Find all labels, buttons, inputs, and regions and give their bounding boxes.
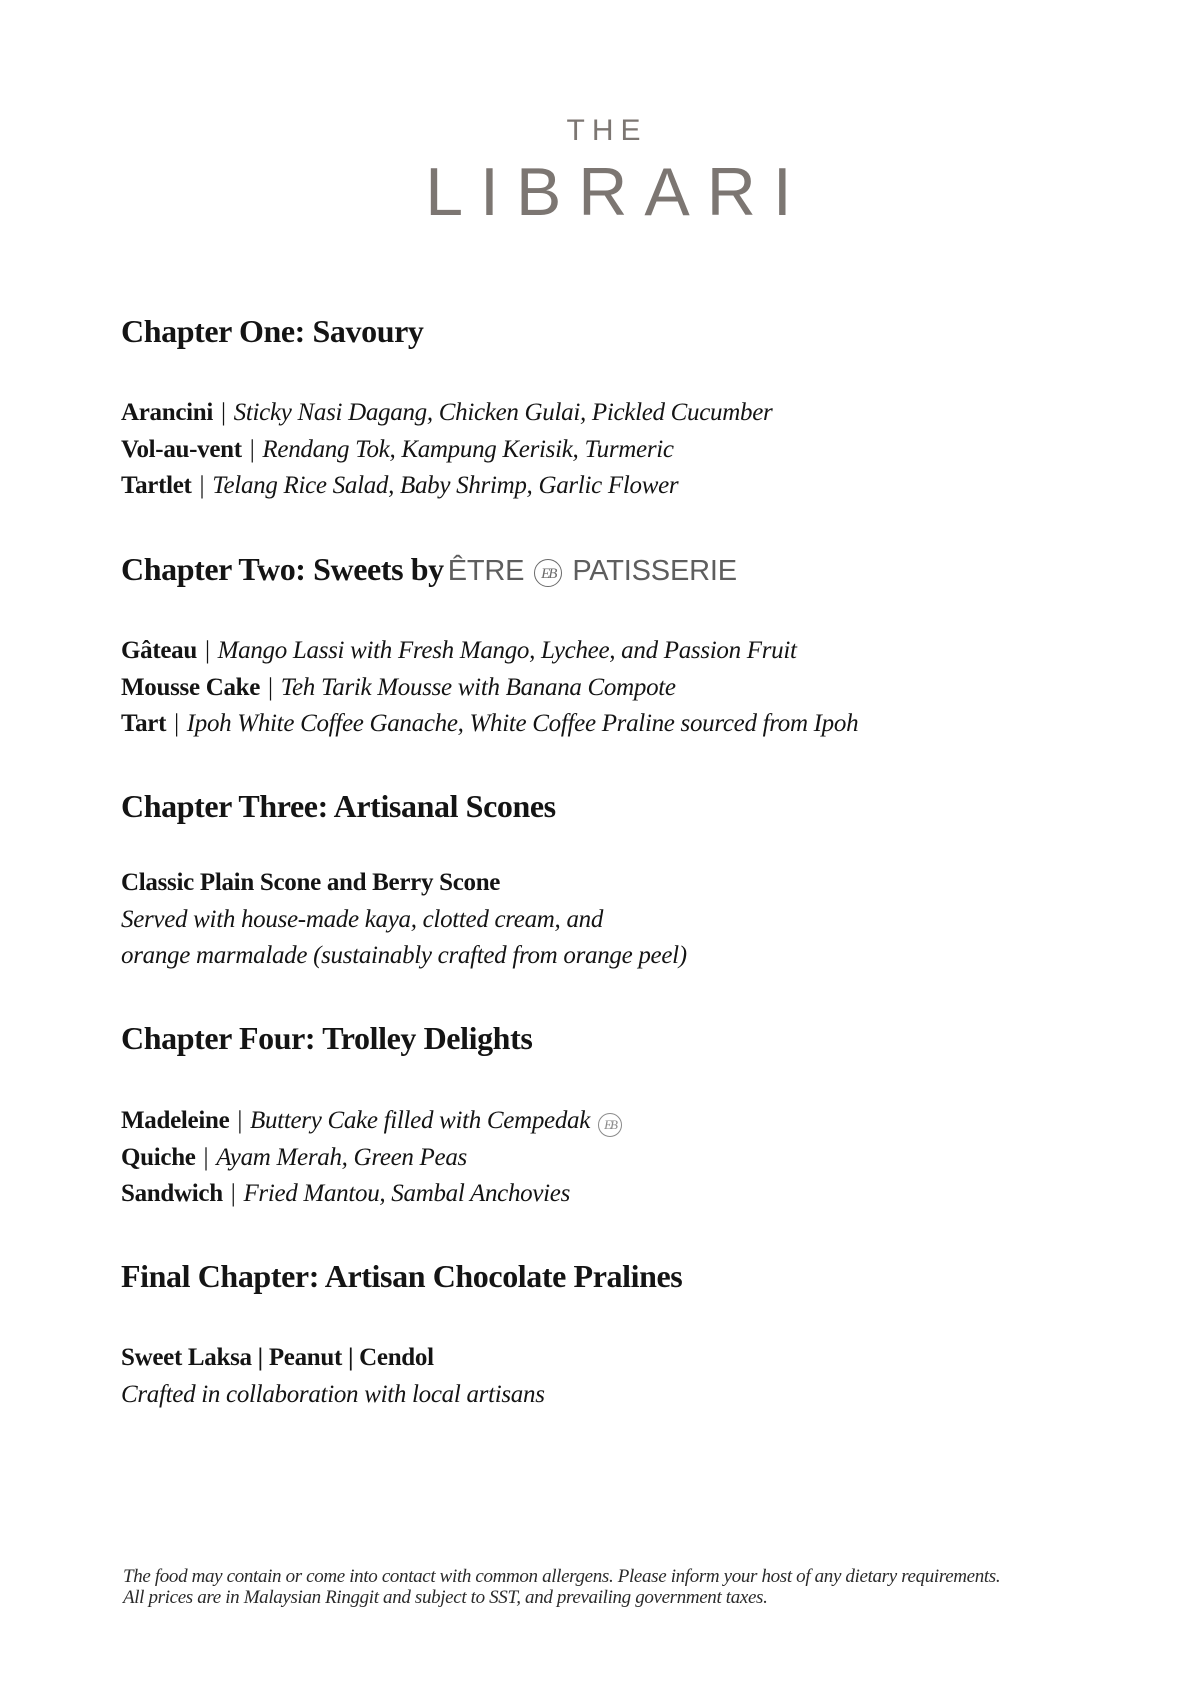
footer-line-allergens: The food may contain or come into contact with common allergens. Please inform your host of any dietary requirements.: [123, 1566, 1001, 1587]
section-chapter-one: [121, 311, 773, 500]
item-name: Gâteau: [121, 637, 197, 664]
item-separator: |: [204, 637, 210, 664]
item-separator: |: [203, 1143, 209, 1171]
logo-the: THE: [566, 114, 648, 147]
etre-emblem-icon: EB: [598, 1113, 622, 1137]
section-heading: Chapter Four: Trolley Delights: [121, 1020, 533, 1056]
menu-item: [121, 1176, 622, 1213]
footer-line-prices: All prices are in Malaysian Ringgit and subject to SST, and prevailing government taxes.: [123, 1587, 768, 1608]
item-separator: |: [174, 710, 179, 738]
menu-item: [121, 432, 772, 469]
item-name: Arancini: [121, 399, 214, 426]
section-final-chapter: [121, 1256, 683, 1408]
item-note: Served with house-made kaya, clotted cream, and: [121, 905, 604, 933]
section-chapter-two: [121, 549, 859, 738]
section-chapter-three: [121, 786, 687, 969]
item-name: Quiche: [121, 1143, 196, 1171]
item-separator: |: [230, 1180, 236, 1208]
section-heading: Final Chapter: Artisan Chocolate Pralines: [121, 1258, 683, 1294]
section-heading: [121, 549, 737, 591]
item-description: Fried Mantou, Sambal Anchovies: [243, 1180, 571, 1208]
item-separator: |: [221, 399, 226, 426]
item-note: Crafted in collaboration with local artisans: [121, 1380, 545, 1408]
menu-item: [121, 1103, 622, 1140]
item-description: Sticky Nasi Dagang, Chicken Gulai, Pickled Cucumber: [233, 399, 773, 426]
item-name: Sweet Laksa | Peanut | Cendol: [121, 1344, 434, 1371]
menu-item: [121, 395, 772, 432]
menu-items: [121, 1103, 622, 1213]
item-separator: |: [237, 1107, 243, 1134]
item-description: Ipoh White Coffee Ganache, White Coffee Praline sourced from Ipoh: [186, 710, 859, 738]
item-separator: |: [199, 472, 205, 500]
menu-item: [121, 1140, 622, 1177]
menu-item: [121, 670, 858, 707]
menu-item: [121, 706, 858, 743]
menu-items: [121, 633, 858, 743]
item-separator: |: [268, 673, 273, 701]
menu-item: [121, 468, 772, 505]
item-name: Tartlet: [121, 472, 192, 500]
menu-item-title: [121, 865, 687, 902]
menu-items: [121, 395, 772, 505]
section-heading-text: Chapter Two: Sweets by: [121, 551, 444, 587]
item-description: Mango Lassi with Fresh Mango, Lychee, and Passion Fruit: [217, 637, 797, 664]
item-note: orange marmalade (sustainably crafted from orange peel): [121, 941, 687, 969]
item-name: Mousse Cake: [121, 673, 261, 701]
menu-items: [121, 865, 687, 974]
etre-emblem-icon: EB: [534, 559, 562, 587]
item-separator: |: [249, 435, 255, 463]
item-description: Teh Tarik Mousse with Banana Compote: [280, 673, 676, 701]
item-name: Madeleine: [121, 1107, 230, 1134]
section-heading: Chapter Three: Artisanal Scones: [121, 788, 556, 824]
item-name: Vol-au-vent: [121, 435, 242, 463]
item-name: Tart: [121, 710, 167, 738]
section-heading: Chapter One: Savoury: [121, 313, 424, 349]
item-description: Rendang Tok, Kampung Kerisik, Turmeric: [262, 435, 674, 463]
brand-right: PATISSERIE: [572, 555, 737, 587]
logo-librari: LIBRARI: [425, 154, 809, 230]
item-description: Telang Rice Salad, Baby Shrimp, Garlic Flower: [212, 472, 679, 500]
etre-patisserie-logo: [448, 551, 737, 591]
menu-item-title: [121, 1340, 545, 1377]
footer-disclaimer: [123, 1566, 1000, 1608]
item-name: Classic Plain Scone and Berry Scone: [121, 869, 501, 896]
item-description: Buttery Cake filled with Cempedak: [250, 1107, 591, 1134]
section-chapter-four: [121, 1018, 616, 1208]
brand-left: ÊTRE: [447, 555, 525, 587]
item-description: Ayam Merah, Green Peas: [216, 1143, 467, 1171]
menu-items: [121, 1340, 545, 1413]
menu-item: [121, 633, 858, 670]
item-name: Sandwich: [121, 1180, 223, 1208]
